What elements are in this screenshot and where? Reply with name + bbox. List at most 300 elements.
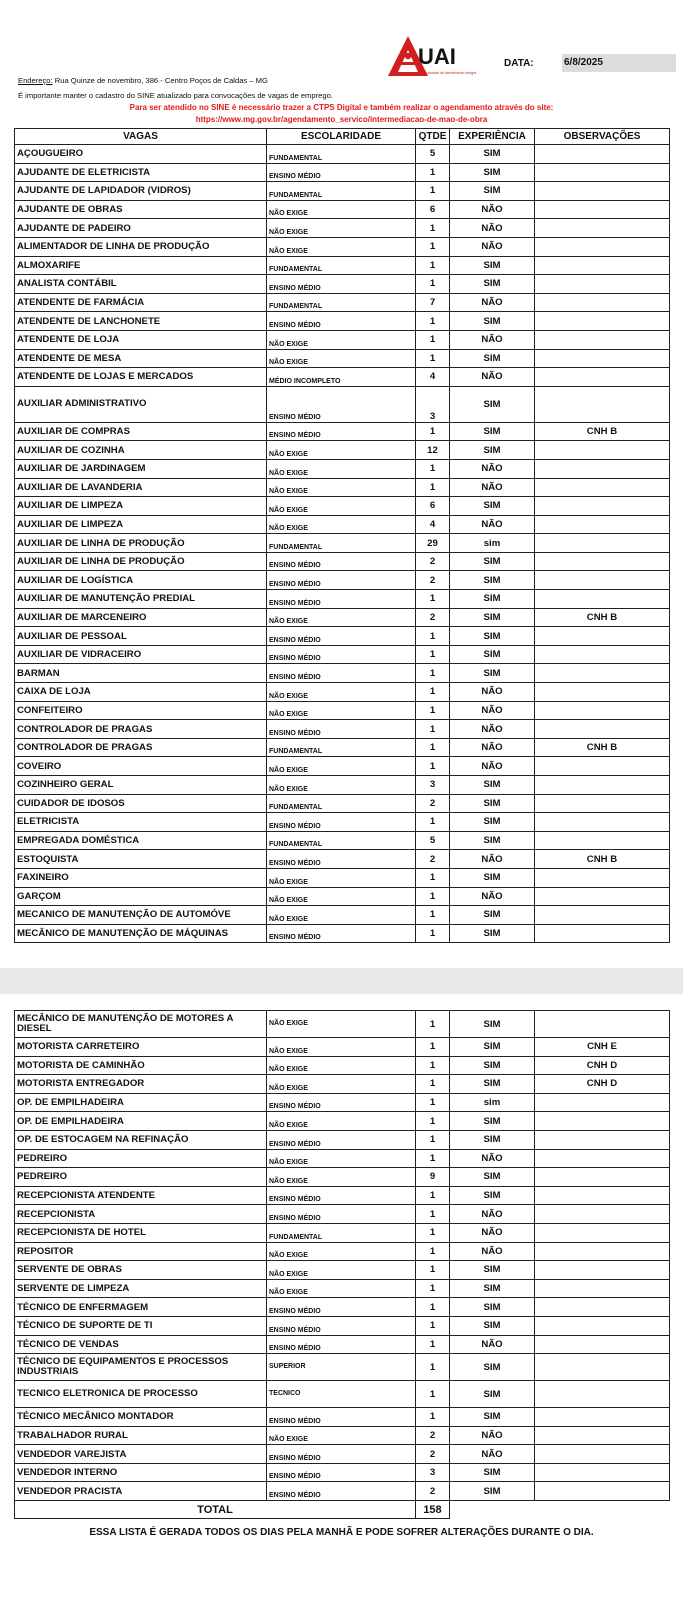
table-row (15, 776, 670, 795)
cell-escolaridade: NÃO EXIGE (267, 459, 416, 478)
cell-vaga: AUXILIAR DE PESSOAL (15, 627, 267, 646)
cell-escolaridade: NÃO EXIGE (267, 1038, 416, 1057)
table-row (15, 497, 670, 516)
cell-experiencia: SIM (450, 1075, 535, 1094)
notice-url[interactable]: https://www.mg.gov.br/agendamento_servico/intermediacao-de-mao-de-obra (195, 115, 488, 124)
table-row (15, 1354, 670, 1381)
table-row (15, 590, 670, 609)
table-row (15, 683, 670, 702)
table-row (15, 534, 670, 553)
cell-escolaridade: ENSINO MÉDIO (267, 1408, 416, 1427)
cell-experiencia: SIM (450, 1381, 535, 1408)
table-row (15, 349, 670, 368)
cell-experiencia: SIM (450, 1130, 535, 1149)
cell-observacoes (535, 1261, 670, 1280)
cell-experiencia: SIM (450, 813, 535, 832)
cell-experiencia: NÃO (450, 1205, 535, 1224)
cell-qtde: 2 (416, 1426, 450, 1445)
cell-vaga: GARÇOM (15, 887, 267, 906)
cell-vaga: FAXINEIRO (15, 868, 267, 887)
cell-observacoes: CNH B (535, 738, 670, 757)
jobs-table-page-1 (14, 128, 670, 943)
table-row (15, 163, 670, 182)
cell-observacoes (535, 145, 670, 164)
cell-observacoes (535, 1242, 670, 1261)
cell-escolaridade: FUNDAMENTAL (267, 831, 416, 850)
cell-vaga: MOTORISTA ENTREGADOR (15, 1075, 267, 1094)
cell-qtde: 1 (416, 163, 450, 182)
cell-observacoes (535, 1149, 670, 1168)
address-text: Rua Quinze de novembro, 386 - Centro Poços de Caldas – MG (52, 76, 268, 85)
cell-qtde: 1 (416, 1112, 450, 1131)
cell-observacoes (535, 1093, 670, 1112)
cell-escolaridade: ENSINO MÉDIO (267, 275, 416, 294)
cell-qtde: 1 (416, 219, 450, 238)
table-row (15, 1298, 670, 1317)
col-vagas: VAGAS (15, 129, 267, 145)
cell-observacoes (535, 1463, 670, 1482)
cell-observacoes (535, 701, 670, 720)
cell-vaga: AUXILIAR DE VIDRACEIRO (15, 645, 267, 664)
table-row (15, 1261, 670, 1280)
cell-vaga: ESTOQUISTA (15, 850, 267, 869)
cell-vaga: AUXILIAR DE MANUTENÇÃO PREDIAL (15, 590, 267, 609)
cell-observacoes (535, 831, 670, 850)
cell-qtde: 1 (416, 275, 450, 294)
cell-escolaridade: ENSINO MÉDIO (267, 1463, 416, 1482)
table-row (15, 441, 670, 460)
cell-qtde: 1 (416, 868, 450, 887)
total-value: 158 (416, 1501, 450, 1519)
table-row (15, 1242, 670, 1261)
table-row (15, 701, 670, 720)
cell-vaga: CONTROLADOR DE PRAGAS (15, 738, 267, 757)
cell-observacoes (535, 794, 670, 813)
cell-observacoes (535, 664, 670, 683)
cell-observacoes (535, 219, 670, 238)
cell-escolaridade: NÃO EXIGE (267, 757, 416, 776)
cell-vaga: TRABALHADOR RURAL (15, 1426, 267, 1445)
table-row (15, 386, 670, 422)
cell-escolaridade: ENSINO MÉDIO (267, 1093, 416, 1112)
cell-escolaridade: NÃO EXIGE (267, 200, 416, 219)
cell-vaga: RECEPCIONISTA (15, 1205, 267, 1224)
table-row (15, 312, 670, 331)
cell-experiencia: NÃO (450, 330, 535, 349)
cell-observacoes (535, 1112, 670, 1131)
table-row (15, 1223, 670, 1242)
table-row (15, 831, 670, 850)
cell-vaga: AUXILIAR DE MARCENEIRO (15, 608, 267, 627)
cell-vaga: TÉCNICO MECÂNICO MONTADOR (15, 1408, 267, 1427)
cell-qtde: 1 (416, 1261, 450, 1280)
table-row (15, 813, 670, 832)
cell-escolaridade: MÉDIO INCOMPLETO (267, 368, 416, 387)
cell-escolaridade: TECNICO (267, 1381, 416, 1408)
cell-escolaridade: FUNDAMENTAL (267, 182, 416, 201)
cell-qtde: 2 (416, 1482, 450, 1501)
cell-experiencia: SIM (450, 145, 535, 164)
cell-experiencia: NÃO (450, 219, 535, 238)
cell-qtde: 2 (416, 552, 450, 571)
cell-observacoes (535, 1381, 670, 1408)
cell-vaga: CONTROLADOR DE PRAGAS (15, 720, 267, 739)
cell-observacoes (535, 478, 670, 497)
table-row (15, 757, 670, 776)
table-row (15, 1130, 670, 1149)
cell-vaga: MOTORISTA DE CAMINHÃO (15, 1056, 267, 1075)
cell-escolaridade: ENSINO MÉDIO (267, 664, 416, 683)
cell-experiencia: SIM (450, 422, 535, 441)
cell-experiencia: SIM (450, 571, 535, 590)
cell-qtde: 1 (416, 1335, 450, 1354)
cell-escolaridade: NÃO EXIGE (267, 515, 416, 534)
cell-qtde: 9 (416, 1168, 450, 1187)
table-row (15, 1056, 670, 1075)
table-row (15, 200, 670, 219)
cell-qtde: 1 (416, 1011, 450, 1038)
cell-escolaridade: NÃO EXIGE (267, 478, 416, 497)
table-row (15, 275, 670, 294)
cell-qtde: 1 (416, 459, 450, 478)
cell-qtde: 3 (416, 386, 450, 422)
cell-observacoes (535, 497, 670, 516)
cell-qtde: 1 (416, 1279, 450, 1298)
cell-vaga: AJUDANTE DE PADEIRO (15, 219, 267, 238)
table-row (15, 422, 670, 441)
cell-vaga: PEDREIRO (15, 1168, 267, 1187)
cell-vaga: AUXILIAR DE LIMPEZA (15, 497, 267, 516)
cell-escolaridade: ENSINO MÉDIO (267, 163, 416, 182)
table-row (15, 571, 670, 590)
cell-qtde: 1 (416, 182, 450, 201)
notice-ctps: Para ser atendido no SINE é necessário trazer a CTPS Digital e também realizar o agendamento através do site: (129, 103, 554, 112)
table-row (15, 515, 670, 534)
cell-qtde: 1 (416, 422, 450, 441)
cell-escolaridade: ENSINO MÉDIO (267, 813, 416, 832)
cell-observacoes (535, 349, 670, 368)
cell-observacoes: CNH B (535, 850, 670, 869)
cell-vaga: RECEPCIONISTA DE HOTEL (15, 1223, 267, 1242)
table-row (15, 1381, 670, 1408)
cell-vaga: CUIDADOR DE IDOSOS (15, 794, 267, 813)
cell-experiencia: SIM (450, 831, 535, 850)
cell-escolaridade: NÃO EXIGE (267, 1168, 416, 1187)
cell-observacoes (535, 515, 670, 534)
cell-experiencia: SIM (450, 1463, 535, 1482)
cell-observacoes (535, 237, 670, 256)
uai-logo (386, 34, 476, 78)
table-row (15, 738, 670, 757)
cell-vaga: CONFEITEIRO (15, 701, 267, 720)
cell-vaga: OP. DE EMPILHADEIRA (15, 1093, 267, 1112)
table-row (15, 293, 670, 312)
cell-experiencia: NÃO (450, 368, 535, 387)
cell-qtde: 1 (416, 1056, 450, 1075)
cell-escolaridade: NÃO EXIGE (267, 349, 416, 368)
cell-observacoes (535, 813, 670, 832)
cell-qtde: 2 (416, 608, 450, 627)
cell-qtde: 1 (416, 701, 450, 720)
cell-escolaridade: NÃO EXIGE (267, 1261, 416, 1280)
cell-escolaridade: ENSINO MÉDIO (267, 1130, 416, 1149)
cell-qtde: 1 (416, 349, 450, 368)
cell-experiencia: NÃO (450, 293, 535, 312)
cell-experiencia: SIM (450, 608, 535, 627)
table-row (15, 1408, 670, 1427)
cell-observacoes (535, 256, 670, 275)
cell-escolaridade: NÃO EXIGE (267, 1112, 416, 1131)
cell-escolaridade: NÃO EXIGE (267, 608, 416, 627)
cell-escolaridade: FUNDAMENTAL (267, 256, 416, 275)
cell-vaga: AUXILIAR DE JARDINAGEM (15, 459, 267, 478)
cell-escolaridade: NÃO EXIGE (267, 1075, 416, 1094)
cell-qtde: 1 (416, 1093, 450, 1112)
cell-experiencia: SIM (450, 664, 535, 683)
cell-observacoes (535, 1482, 670, 1501)
cell-experiencia: SIM (450, 924, 535, 943)
cell-vaga: TÉCNICO DE VENDAS (15, 1335, 267, 1354)
table-row (15, 1038, 670, 1057)
cell-experiencia: NÃO (450, 757, 535, 776)
table-row (15, 608, 670, 627)
cell-escolaridade: ENSINO MÉDIO (267, 720, 416, 739)
cell-vaga: RECEPCIONISTA ATENDENTE (15, 1186, 267, 1205)
cell-escolaridade: ENSINO MÉDIO (267, 924, 416, 943)
table-row (15, 664, 670, 683)
cell-qtde: 1 (416, 1316, 450, 1335)
cell-qtde: 1 (416, 887, 450, 906)
cell-experiencia: sim (450, 1093, 535, 1112)
cell-observacoes (535, 1130, 670, 1149)
cell-escolaridade: ENSINO MÉDIO (267, 645, 416, 664)
cell-escolaridade: NÃO EXIGE (267, 219, 416, 238)
cell-experiencia: SIM (450, 275, 535, 294)
cell-escolaridade: NÃO EXIGE (267, 237, 416, 256)
cell-observacoes (535, 1186, 670, 1205)
cell-escolaridade: ENSINO MÉDIO (267, 386, 416, 422)
cell-vaga: MECANICO DE MANUTENÇÃO DE AUTOMÓVE (15, 906, 267, 925)
table-row (15, 1168, 670, 1187)
cell-observacoes (535, 1445, 670, 1464)
table-row (15, 1316, 670, 1335)
cell-qtde: 1 (416, 683, 450, 702)
table-row (15, 645, 670, 664)
cell-observacoes: CNH D (535, 1056, 670, 1075)
table-row (15, 627, 670, 646)
cell-vaga: COZINHEIRO GERAL (15, 776, 267, 795)
cell-qtde: 1 (416, 1298, 450, 1317)
cell-escolaridade: NÃO EXIGE (267, 906, 416, 925)
table-row (15, 237, 670, 256)
cell-experiencia: SIM (450, 1482, 535, 1501)
cell-observacoes (535, 552, 670, 571)
cell-vaga: SERVENTE DE OBRAS (15, 1261, 267, 1280)
cell-escolaridade: NÃO EXIGE (267, 701, 416, 720)
table-row (15, 478, 670, 497)
cell-escolaridade: FUNDAMENTAL (267, 1223, 416, 1242)
cell-observacoes (535, 275, 670, 294)
cell-qtde: 1 (416, 1075, 450, 1094)
cell-qtde: 3 (416, 776, 450, 795)
col-escolaridade: ESCOLARIDADE (267, 129, 416, 145)
cell-vaga: PEDREIRO (15, 1149, 267, 1168)
cell-vaga: AUXILIAR DE COMPRAS (15, 422, 267, 441)
cell-observacoes (535, 312, 670, 331)
cell-qtde: 5 (416, 145, 450, 164)
cell-observacoes (535, 906, 670, 925)
cell-experiencia: SIM (450, 1354, 535, 1381)
cell-escolaridade: FUNDAMENTAL (267, 534, 416, 553)
cell-observacoes (535, 534, 670, 553)
cell-vaga: MECÂNICO DE MANUTENÇÃO DE MOTORES A DIESEL (15, 1011, 267, 1038)
cell-escolaridade: ENSINO MÉDIO (267, 422, 416, 441)
cell-observacoes (535, 776, 670, 795)
cell-experiencia: SIM (450, 1038, 535, 1057)
cell-experiencia: SIM (450, 386, 535, 422)
cell-vaga: ALMOXARIFE (15, 256, 267, 275)
table-row (15, 924, 670, 943)
cell-experiencia: SIM (450, 441, 535, 460)
total-row (15, 1501, 670, 1519)
cell-escolaridade: ENSINO MÉDIO (267, 590, 416, 609)
cell-qtde: 29 (416, 534, 450, 553)
cell-escolaridade: ENSINO MÉDIO (267, 1298, 416, 1317)
cell-experiencia: SIM (450, 312, 535, 331)
cell-observacoes (535, 645, 670, 664)
table-row (15, 887, 670, 906)
cell-vaga: TÉCNICO DE ENFERMAGEM (15, 1298, 267, 1317)
cell-vaga: VENDEDOR INTERNO (15, 1463, 267, 1482)
table-row (15, 1482, 670, 1501)
table-row (15, 1279, 670, 1298)
cell-experiencia: SIM (450, 645, 535, 664)
table-row (15, 868, 670, 887)
cell-escolaridade: ENSINO MÉDIO (267, 1316, 416, 1335)
cell-vaga: ATENDENTE DE LOJA (15, 330, 267, 349)
table-header-row (15, 129, 670, 145)
table-row (15, 182, 670, 201)
cell-qtde: 6 (416, 200, 450, 219)
cell-observacoes (535, 924, 670, 943)
cell-qtde: 1 (416, 627, 450, 646)
cell-experiencia: NÃO (450, 1335, 535, 1354)
cell-qtde: 1 (416, 237, 450, 256)
cell-experiencia: SIM (450, 776, 535, 795)
cell-observacoes (535, 627, 670, 646)
cell-escolaridade: ENSINO MÉDIO (267, 1186, 416, 1205)
cell-vaga: AUXILIAR DE LIMPEZA (15, 515, 267, 534)
cell-escolaridade: NÃO EXIGE (267, 1011, 416, 1038)
cell-qtde: 1 (416, 1242, 450, 1261)
total-label: TOTAL (15, 1501, 416, 1519)
cell-experiencia: SIM (450, 1279, 535, 1298)
cell-vaga: ATENDENTE DE MESA (15, 349, 267, 368)
cell-experiencia: NÃO (450, 738, 535, 757)
cell-observacoes (535, 200, 670, 219)
table-row (15, 1335, 670, 1354)
cell-qtde: 1 (416, 664, 450, 683)
cell-observacoes (535, 720, 670, 739)
page-separator (0, 968, 683, 994)
cell-qtde: 1 (416, 757, 450, 776)
cell-escolaridade: FUNDAMENTAL (267, 293, 416, 312)
cell-observacoes (535, 182, 670, 201)
cell-vaga: ATENDENTE DE LOJAS E MERCADOS (15, 368, 267, 387)
cell-qtde: 1 (416, 1186, 450, 1205)
cell-escolaridade: FUNDAMENTAL (267, 794, 416, 813)
cell-vaga: TÉCNICO DE SUPORTE DE TI (15, 1316, 267, 1335)
cell-vaga: ATENDENTE DE FARMÁCIA (15, 293, 267, 312)
logo-text: UAI (418, 44, 456, 69)
cell-escolaridade: ENSINO MÉDIO (267, 1482, 416, 1501)
cell-experiencia: SIM (450, 349, 535, 368)
cell-qtde: 1 (416, 1223, 450, 1242)
table-row (15, 1112, 670, 1131)
cell-escolaridade: FUNDAMENTAL (267, 738, 416, 757)
table-row (15, 720, 670, 739)
cell-vaga: BARMAN (15, 664, 267, 683)
cell-vaga: TÉCNICO DE EQUIPAMENTOS E PROCESSOS INDUSTRIAIS (15, 1354, 267, 1381)
cell-experiencia: SIM (450, 1168, 535, 1187)
cell-escolaridade: NÃO EXIGE (267, 1242, 416, 1261)
cell-vaga: AUXILIAR DE COZINHA (15, 441, 267, 460)
cell-qtde: 1 (416, 924, 450, 943)
footer-note: ESSA LISTA É GERADA TODOS OS DIAS PELA MANHÃ E PODE SOFRER ALTERAÇÕES DURANTE O DIA. (89, 1527, 594, 1538)
cell-vaga: AÇOUGUEIRO (15, 145, 267, 164)
cell-observacoes: CNH B (535, 422, 670, 441)
cell-vaga: AJUDANTE DE ELETRICISTA (15, 163, 267, 182)
cell-qtde: 7 (416, 293, 450, 312)
cell-experiencia: NÃO (450, 459, 535, 478)
col-qtde: QTDE (416, 129, 450, 145)
cell-qtde: 1 (416, 590, 450, 609)
cell-experiencia: SIM (450, 1186, 535, 1205)
date-label: DATA: (504, 58, 534, 69)
cell-experiencia: SIM (450, 1056, 535, 1075)
cell-observacoes (535, 887, 670, 906)
table-row (15, 256, 670, 275)
cell-escolaridade: NÃO EXIGE (267, 868, 416, 887)
cell-qtde: 1 (416, 1038, 450, 1057)
cell-escolaridade: ENSINO MÉDIO (267, 1335, 416, 1354)
cell-experiencia: SIM (450, 163, 535, 182)
svg-text:Unidade de Atendimento Integra: Unidade de Atendimento Integrado (426, 71, 476, 75)
cell-qtde: 1 (416, 720, 450, 739)
cell-qtde: 5 (416, 831, 450, 850)
table-row (15, 1011, 670, 1038)
cell-experiencia: NÃO (450, 1223, 535, 1242)
table-row (15, 1445, 670, 1464)
cell-escolaridade: ENSINO MÉDIO (267, 1445, 416, 1464)
cell-vaga: OP. DE ESTOCAGEM NA REFINAÇÃO (15, 1130, 267, 1149)
cell-escolaridade: NÃO EXIGE (267, 1149, 416, 1168)
table-row (15, 219, 670, 238)
table-row (15, 850, 670, 869)
cell-experiencia: NÃO (450, 200, 535, 219)
cell-qtde: 1 (416, 330, 450, 349)
page-2 (0, 994, 683, 1600)
table-row (15, 1093, 670, 1112)
cell-escolaridade: NÃO EXIGE (267, 1426, 416, 1445)
cell-vaga: TECNICO ELETRONICA DE PROCESSO (15, 1381, 267, 1408)
cell-qtde: 1 (416, 312, 450, 331)
cell-escolaridade: NÃO EXIGE (267, 1056, 416, 1075)
cell-escolaridade: NÃO EXIGE (267, 441, 416, 460)
cell-observacoes (535, 459, 670, 478)
notice-sine: É importante manter o cadastro do SINE atualizado para convocações de vagas de emprego. (18, 91, 333, 100)
col-observacoes: OBSERVAÇÕES (535, 129, 670, 145)
